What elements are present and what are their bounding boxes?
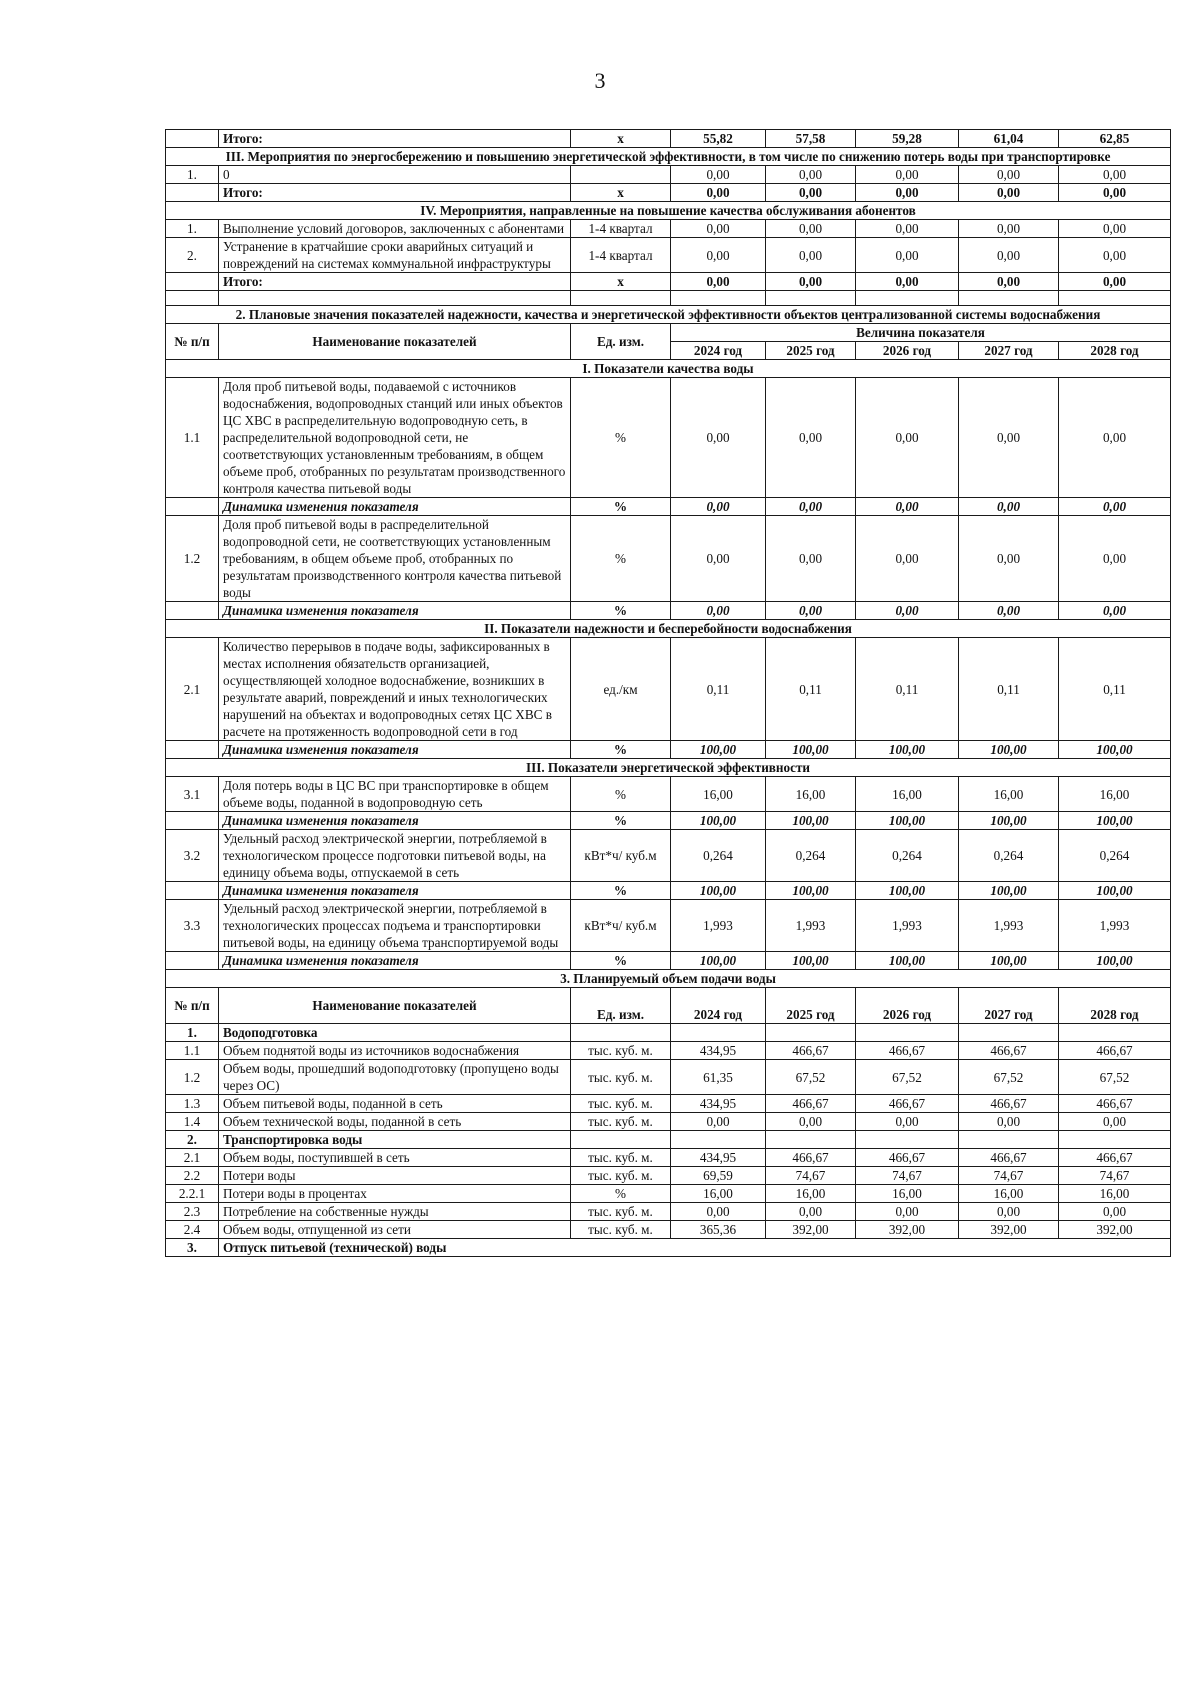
table-row: 1.4 Объем технической воды, поданной в сеть тыс. куб. м. 0,00 0,00 0,00 0,00 0,00 (166, 1113, 1171, 1131)
indicator-row: 2.1 Количество перерывов в подаче воды, зафиксированных в местах исполнения обязательств организацией, осуществляющей холодное водоснабжение, возникших в результате аварий, повреждений и иных технологических нарушений на объектах и водопроводных сетях ЦС ХВС в расчете на протяженность водопроводной сети в год ед./км 0,11 0,11 0,11 0,11 0,11 (166, 638, 1171, 741)
indicator-row: 3.3 Удельный расход электрической энергии, потребляемой в технологических процессах подъема и транспортировки питьевой воды, на единицу объема транспортируемой воды кВт*ч/ куб.м 1,993 1,993 1,993 1,993 1,993 (166, 900, 1171, 952)
indicator-row: 1.2 Доля проб питьевой воды в распределительной водопроводной сети, не соответствующих установленным требованиям, в общем объеме проб, отобранных по результатам производственного контроля качества питьевой воды % 0,00 0,00 0,00 0,00 0,00 (166, 516, 1171, 602)
section-heading: I. Показатели качества воды (166, 360, 1171, 378)
page-number: 3 (594, 68, 606, 93)
indicator-row: 3.2 Удельный расход электрической энергии, потребляемой в технологическом процессе подготовки питьевой воды, на единицу объема воды, отпускаемой в сеть кВт*ч/ куб.м 0,264 0,264 0,264 0,264 0,264 (166, 830, 1171, 882)
spacer-row (166, 291, 1171, 306)
table-row: 1. 0 0,00 0,00 0,00 0,00 0,00 (166, 166, 1171, 184)
section-heading: IV. Мероприятия, направленные на повышение качества обслуживания абонентов (166, 202, 1171, 220)
table-row: 2. Устранение в кратчайшие сроки аварийных ситуаций и повреждений на системах коммунальной инфраструктуры 1-4 квартал 0,00 0,00 0,00 0,00 0,00 (166, 238, 1171, 273)
section-heading: II. Показатели надежности и бесперебойности водоснабжения (166, 620, 1171, 638)
indicator-row: 3.1 Доля потерь воды в ЦС ВС при транспортировке в общем объеме воды, поданной в водопроводную сеть % 16,00 16,00 16,00 16,00 16,00 (166, 777, 1171, 812)
table-row: 2.4 Объем воды, отпущенной из сети тыс. куб. м. 365,36 392,00 392,00 392,00 392,00 (166, 1221, 1171, 1239)
dynamics-row: Динамика изменения показателя % 0,00 0,00 0,00 0,00 0,00 (166, 498, 1171, 516)
part2-title: 2. Плановые значения показателей надежности, качества и энергетической эффективности объектов централизованной системы водоснабжения (166, 306, 1171, 324)
table-row: 1.1 Объем поднятой воды из источников водоснабжения тыс. куб. м. 434,95 466,67 466,67 466,67 466,67 (166, 1042, 1171, 1060)
table-row: 2.1 Объем воды, поступившей в сеть тыс. куб. м. 434,95 466,67 466,67 466,67 466,67 (166, 1149, 1171, 1167)
dynamics-row: Динамика изменения показателя % 100,00 100,00 100,00 100,00 100,00 (166, 882, 1171, 900)
part2-header: № п/п Наименование показателей Ед. изм. Величина показателя (166, 324, 1171, 342)
section-heading: III. Мероприятия по энергосбережению и повышению энергетической эффективности, в том числе по снижению потерь воды при транспортировке (166, 148, 1171, 166)
group-row: 3. Отпуск питьевой (технической) воды (166, 1239, 1171, 1257)
section-heading: III. Показатели энергетической эффективности (166, 759, 1171, 777)
group-row: 2. Транспортировка воды (166, 1131, 1171, 1149)
itogo-label: Итого: (219, 130, 571, 148)
dynamics-row: Динамика изменения показателя % 100,00 100,00 100,00 100,00 100,00 (166, 812, 1171, 830)
indicator-row: 1.1 Доля проб питьевой воды, подаваемой с источников водоснабжения, водопроводных станций или иных объектов ЦС ХВС в распределительную водопроводную сеть, в распределительной водопроводной сети, не соответствующих установленным требованиям, в общем объеме проб, отобранных по результатам производственного контроля качества питьевой воды % 0,00 0,00 0,00 0,00 0,00 (166, 378, 1171, 498)
dynamics-row: Динамика изменения показателя % 0,00 0,00 0,00 0,00 0,00 (166, 602, 1171, 620)
part3-title: 3. Планируемый объем подачи воды (166, 970, 1171, 988)
part3-header: № п/п Наименование показателей Ед. изм. 2024 год 2025 год 2026 год 2027 год 2028 год (166, 988, 1171, 1024)
table-row: 1.2 Объем воды, прошедший водоподготовку (пропущено воды через ОС) тыс. куб. м. 61,35 67,52 67,52 67,52 67,52 (166, 1060, 1171, 1095)
group-row: 1. Водоподготовка (166, 1024, 1171, 1042)
table-row: 2.2 Потери воды тыс. куб. м. 69,59 74,67 74,67 74,67 74,67 (166, 1167, 1171, 1185)
itogo-row: Итого: х 0,00 0,00 0,00 0,00 0,00 (166, 273, 1171, 291)
table-row: 2.3 Потребление на собственные нужды тыс. куб. м. 0,00 0,00 0,00 0,00 0,00 (166, 1203, 1171, 1221)
table-row: 1.3 Объем питьевой воды, поданной в сеть тыс. куб. м. 434,95 466,67 466,67 466,67 466,67 (166, 1095, 1171, 1113)
table-row: 2.2.1 Потери воды в процентах % 16,00 16,00 16,00 16,00 16,00 (166, 1185, 1171, 1203)
document-table (165, 129, 1171, 1257)
table-row: 1. Выполнение условий договоров, заключенных с абонентами 1-4 квартал 0,00 0,00 0,00 0,00 0,00 (166, 220, 1171, 238)
itogo-row: Итого: х 0,00 0,00 0,00 0,00 0,00 (166, 184, 1171, 202)
top-itogo-row: Итого: х 55,82 57,58 59,28 61,04 62,85 (166, 130, 1171, 148)
part2-years: 2024 год 2025 год 2026 год 2027 год 2028 год (166, 342, 1171, 360)
dynamics-row: Динамика изменения показателя % 100,00 100,00 100,00 100,00 100,00 (166, 952, 1171, 970)
dynamics-row: Динамика изменения показателя % 100,00 100,00 100,00 100,00 100,00 (166, 741, 1171, 759)
